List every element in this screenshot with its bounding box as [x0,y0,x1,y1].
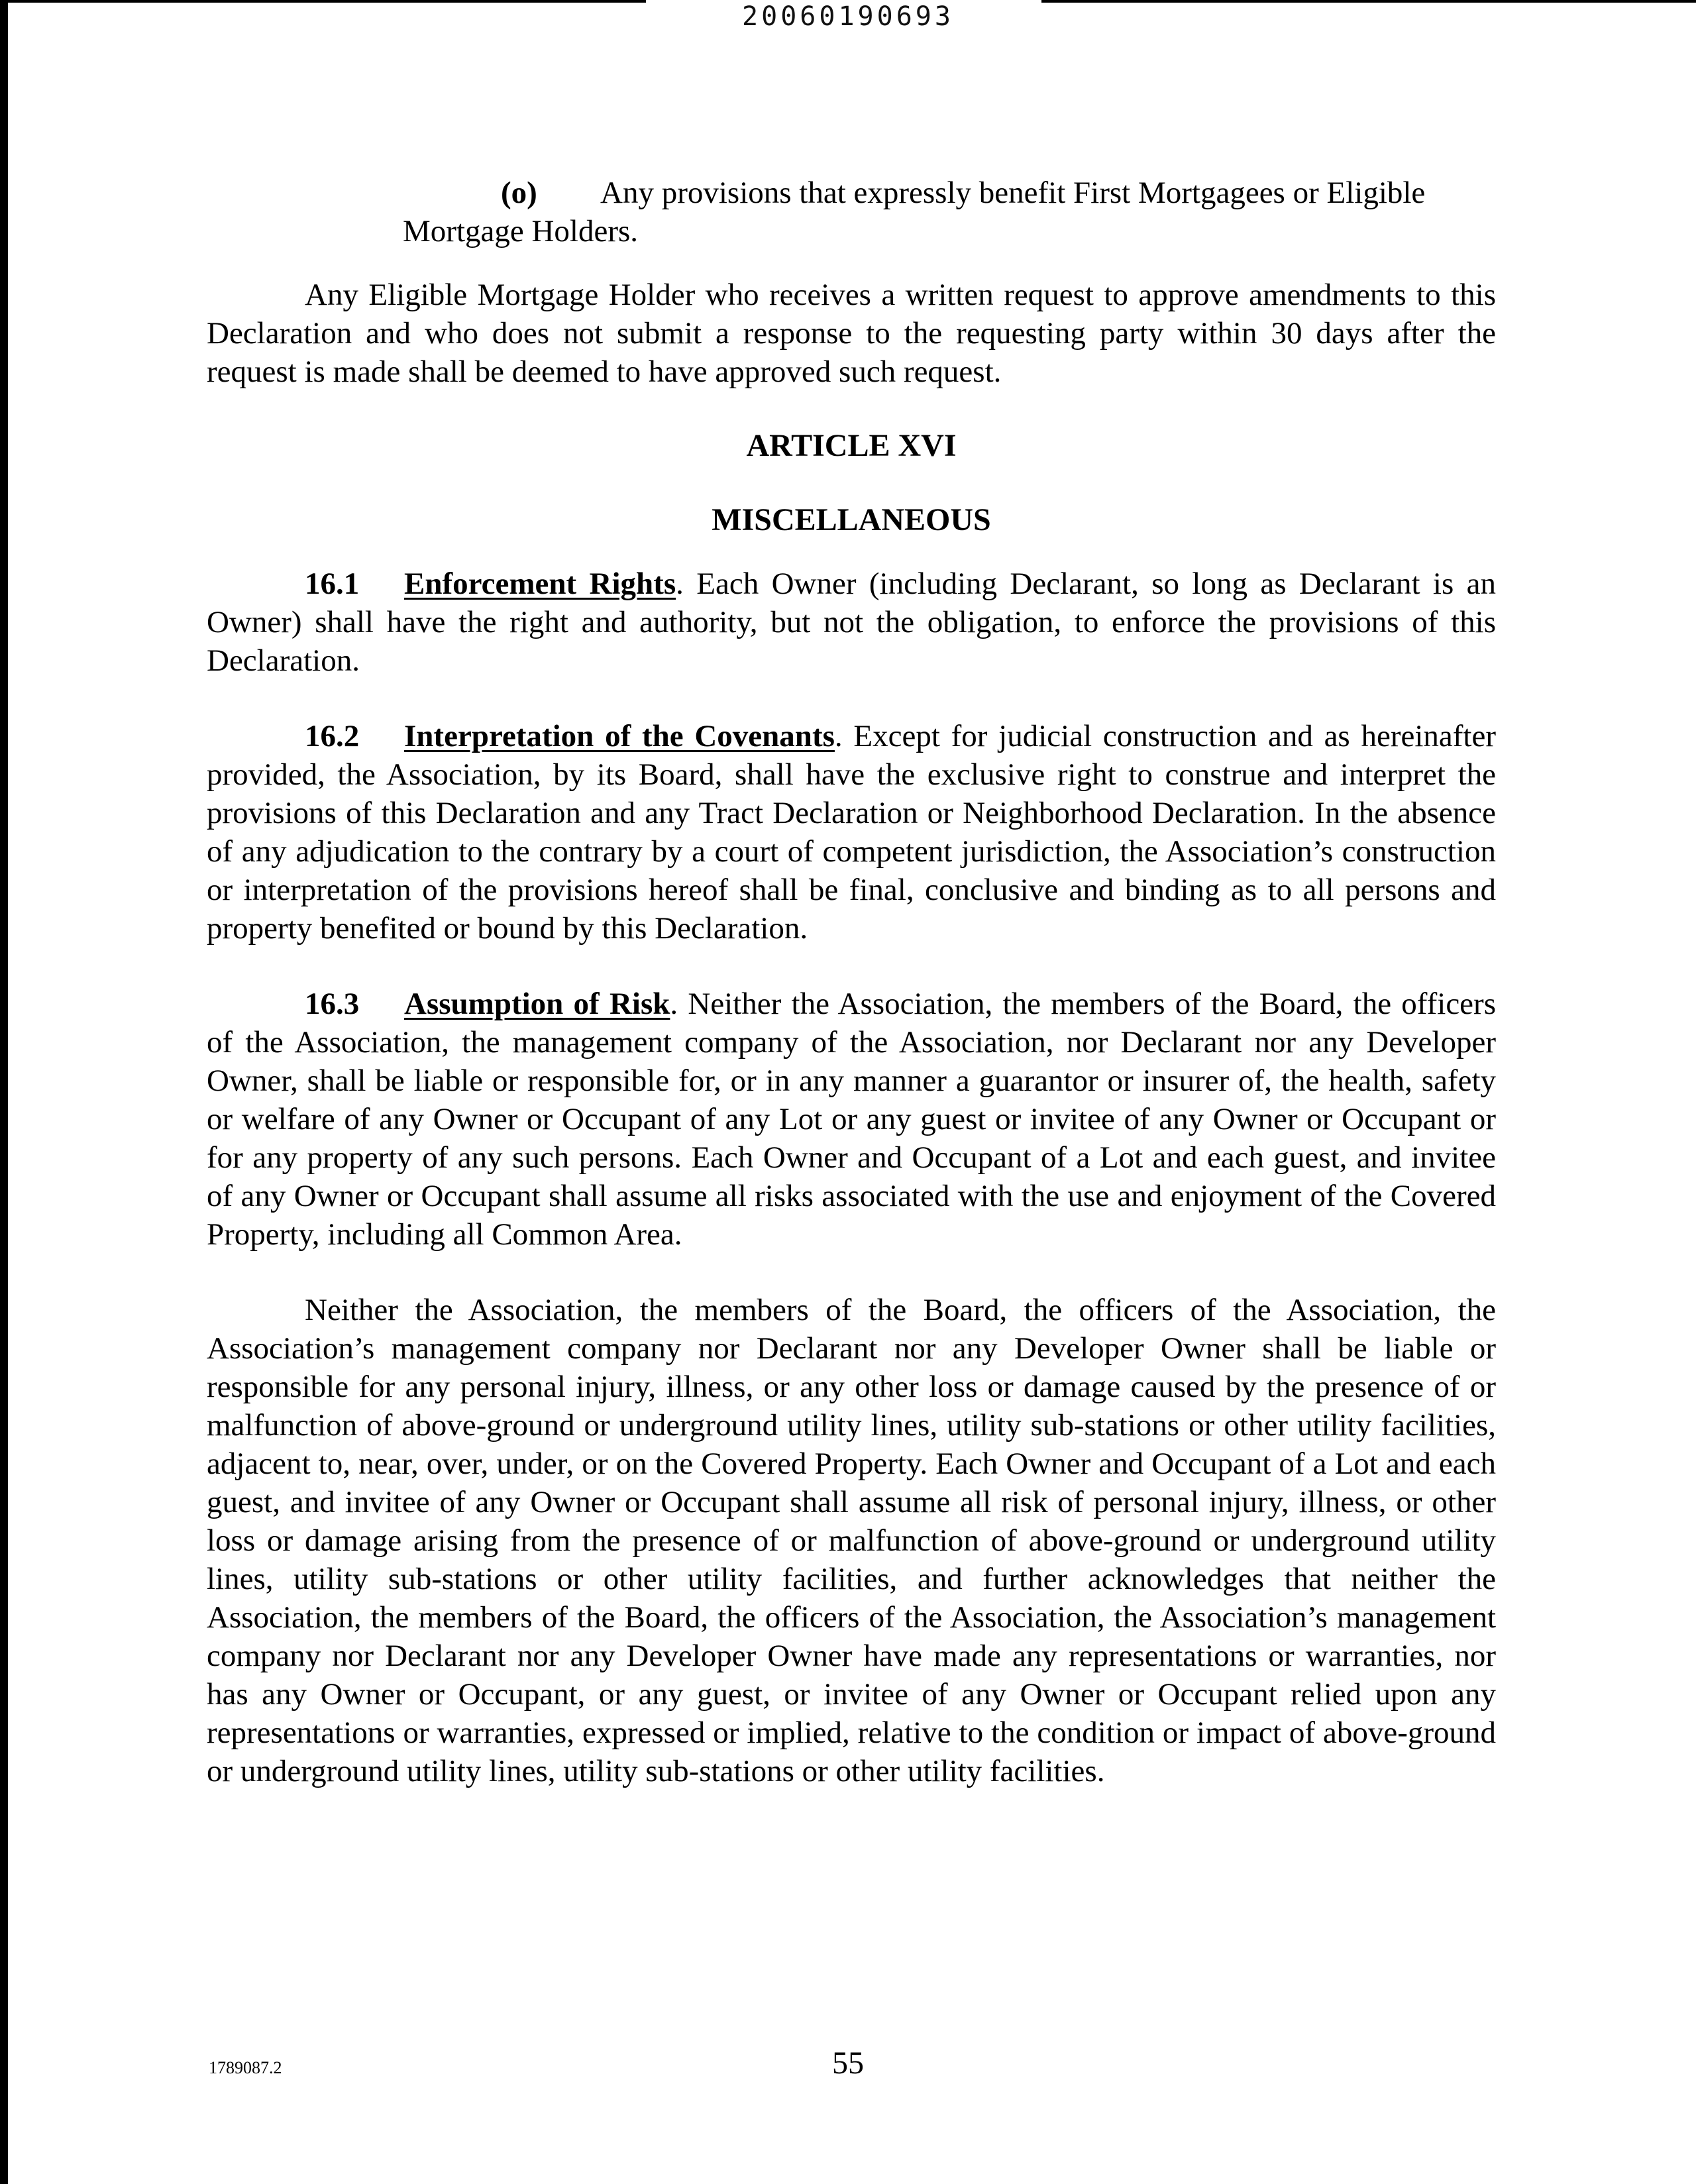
article-number: ARTICLE XVI [746,428,957,463]
paragraph-eligible-holder: Any Eligible Mortgage Holder who receives a written request to approve amendments to this Declaration and who does not submit a response to the requesting party within 30 days after the request is made shall be deemed to have approved such request. [207,278,1496,389]
section-number: 16.1 [305,567,360,601]
section-text: . Neither the Association, the members of the Board, the officers of the Association, the management company of the Association, nor Declarant nor any Developer Owner, shall be liable or responsible for, or in any manner a guarantor or insurer of, the health, safety or welfare of any Owner or Occupant of any Lot or any guest or invitee of any Owner or Occupant or for any property of any such persons. Each Owner and Occupant of a Lot and each guest, and invitee of any Owner or Occupant shall assume all risks associated with the use and enjoyment of the Covered Property, including all Common Area. [207,987,1496,1252]
section-title: Assumption of Risk [404,987,670,1021]
section-16-3 [207,985,1496,1254]
list-item-o [207,174,1496,250]
page-body [207,174,1496,1790]
list-item-marker: (o) [501,176,537,210]
section-text: . Each Owner (including Declarant, so long as Declarant is an Owner) shall have the right and authority, but not the obligation, to enforce the provisions of this Declaration. [207,567,1496,678]
footer-document-id: 1789087.2 [209,2058,282,2077]
section-number: 16.2 [305,719,360,753]
list-item-text: Any provisions that expressly benefit First Mortgagees or Eligible Mortgage Holders. [403,176,1426,248]
section-16-1 [207,565,1496,680]
scan-border [0,0,8,2184]
section-title: Interpretation of the Covenants [404,719,835,753]
section-number: 16.3 [305,987,360,1021]
page-number: 55 [832,2046,864,2081]
article-title: MISCELLANEOUS [712,502,991,537]
document-number: 20060190693 [742,1,954,32]
paragraph-utility-risk: Neither the Association, the members of the Board, the officers of the Association, the Association’s management company nor Declarant nor any Developer Owner shall be liable or responsible for any personal injury, illness, or any other loss or damage caused by the presence of or malfunction of above-ground or underground utility lines, utility sub-stations or other utility facilities, adjacent to, near, over, under, or on the Covered Property. Each Owner and Occupant of a Lot and each guest, and invitee of any Owner or Occupant shall assume all risk of personal injury, illness, or other loss or damage arising from the presence of or malfunction of above-ground or underground utility lines, utility sub-stations or other utility facilities, and further acknowledges that neither the Association, the members of the Board, the officers of the Association, the Association’s management company nor Declarant nor any Developer Owner have made any representations or warranties, nor has any Owner or Occupant, or any guest, or invitee of any Owner or Occupant relied upon any representations or warranties, expressed or implied, relative to the condition or impact of above-ground or underground utility lines, utility sub-stations or other utility facilities. [207,1293,1496,1788]
section-text: . Except for judicial construction and as hereinafter provided, the Association, by its Board, shall have the exclusive right to construe and interpret the provisions of this Declaration and any Tract Declaration or Neighborhood Declaration. In the absence of any adjudication to the contrary by a court of competent jurisdiction, the Association’s construction or interpretation of the provisions hereof shall be final, conclusive and binding as to all persons and property benefited or bound by this Declaration. [207,719,1496,946]
section-16-2 [207,717,1496,948]
section-title: Enforcement Rights [404,567,676,601]
